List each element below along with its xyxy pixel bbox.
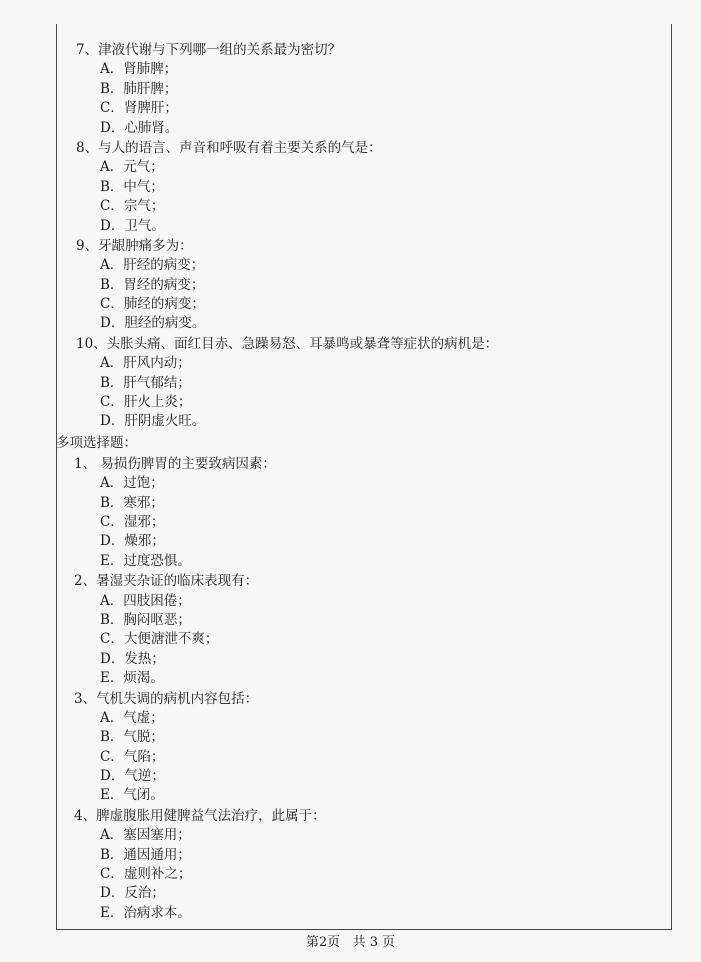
question-block (56, 689, 666, 806)
question-text: 9、牙龈肿痛多为： (76, 237, 193, 254)
option-b: B．胃经的病变； (100, 276, 205, 293)
option-b: B．寒邪； (100, 494, 164, 511)
option-d: D．气逆； (100, 768, 165, 785)
question-text: 8、与人的语言、声音和呼吸有着主要关系的气是： (76, 139, 382, 156)
option-b: B．通因通用； (100, 846, 191, 863)
option-d: D．燥邪； (100, 533, 165, 550)
question-text: 7、津液代谢与下列哪一组的关系最为密切？ (76, 42, 342, 58)
option-b: B．中气； (100, 178, 164, 195)
option-b: B．肺肝脾； (100, 80, 178, 97)
option-d: D．胆经的病变。 (100, 315, 206, 332)
option-c: C．湿邪； (100, 513, 165, 530)
option-d: D．卫气。 (100, 217, 165, 234)
option-a: A．塞因塞用； (100, 827, 191, 844)
option-e: E．烦渴。 (100, 670, 164, 687)
option-a: A．肝经的病变； (100, 257, 205, 274)
question-list (56, 40, 666, 923)
option-c: C．大便溏泄不爽； (100, 631, 219, 648)
question-block (56, 236, 666, 334)
page-number-footer: 第2页 共 3 页 (305, 935, 396, 950)
option-e: E．过度恐惧。 (100, 552, 191, 569)
question-block (56, 454, 666, 571)
option-a: A．四肢困倦； (100, 592, 191, 609)
option-a: A．肝风内动； (100, 355, 191, 372)
option-c: C．虚则补之； (100, 866, 192, 883)
option-b: B．肝气郁结； (100, 374, 191, 391)
option-c: C．肝火上炎； (100, 394, 192, 411)
section-title: 多项选择题： (56, 434, 137, 451)
option-b: B．气脱； (100, 729, 164, 746)
option-a: A．元气； (100, 159, 164, 176)
option-a: A．肾肺脾； (100, 61, 178, 78)
question-block (56, 571, 666, 688)
question-block (56, 806, 666, 923)
question-text: 3、气机失调的病机内容包括： (74, 690, 259, 707)
question-text: 2、暑湿夹杂证的临床表现有： (74, 573, 259, 590)
option-a: A．过饱； (100, 475, 164, 492)
question-text: 4、脾虚腹胀用健脾益气法治疗，此属于： (74, 807, 326, 824)
option-b: B．胸闷呕恶； (100, 611, 191, 628)
question-block (56, 138, 666, 236)
option-e: E．治病求本。 (100, 904, 191, 921)
option-e: E．气闭。 (100, 787, 164, 804)
option-c: C．气陷； (100, 748, 165, 765)
question-block (56, 334, 666, 432)
question-block (56, 40, 666, 138)
option-a: A．气虚； (100, 709, 164, 726)
option-c: C．肺经的病变； (100, 296, 205, 313)
option-d: D．发热； (100, 650, 165, 667)
option-d: D．心肺肾。 (100, 119, 179, 136)
option-d: D．反治； (100, 885, 165, 902)
option-d: D．肝阴虚火旺。 (100, 413, 206, 430)
question-text: 1、 易损伤脾胃的主要致病因素： (74, 455, 276, 472)
option-c: C．肾脾肝； (100, 100, 178, 117)
question-text: 10、头胀头痛、面红目赤、急躁易怒、耳暴鸣或暴聋等症状的病机是： (76, 335, 499, 352)
option-c: C．宗气； (100, 198, 165, 215)
